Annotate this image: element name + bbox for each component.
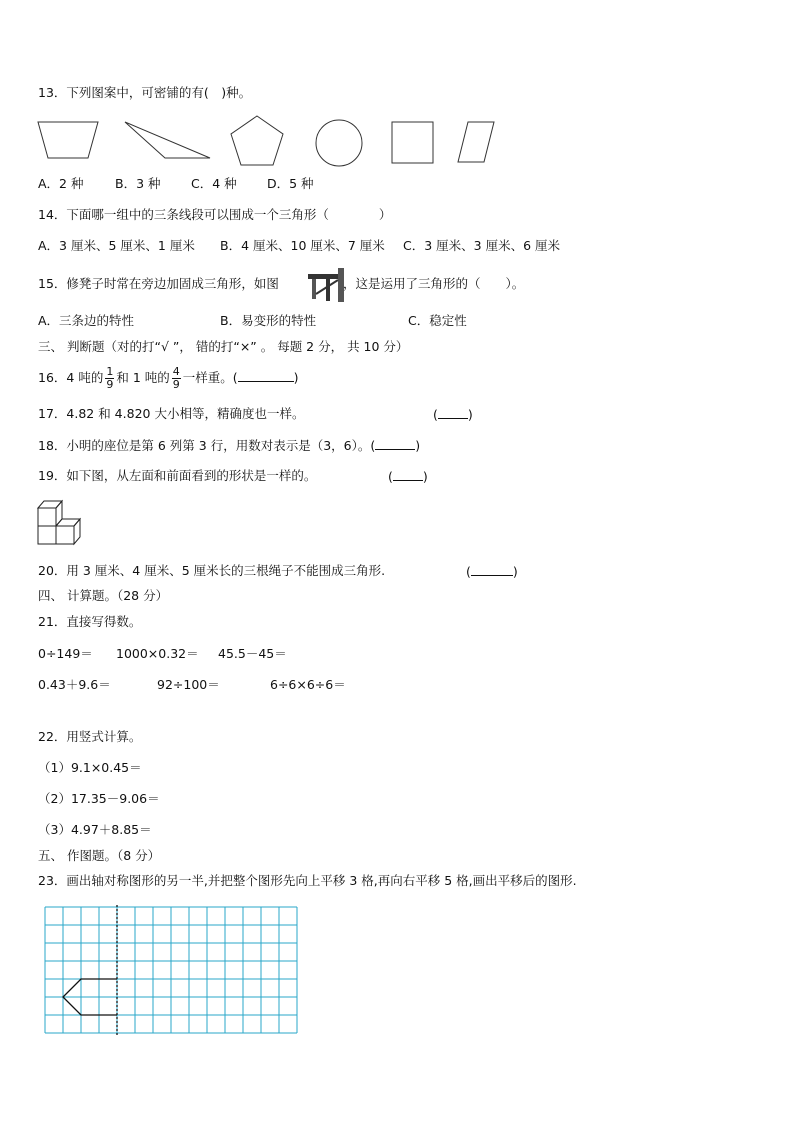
answer-blank[interactable] <box>238 369 294 382</box>
fraction-numerator: 1 <box>106 365 114 378</box>
fraction-one-ninth <box>105 366 114 391</box>
q14-option-c: C．3 厘米、3 厘米、6 厘米 <box>403 238 561 253</box>
fraction-numerator: 4 <box>172 365 180 378</box>
fraction-denominator: 9 <box>106 378 114 391</box>
question-21-stem: 21．直接写得数。 <box>38 614 142 629</box>
q16-part-c: 一样重。( <box>182 370 238 385</box>
question-22-stem: 22．用竖式计算。 <box>38 729 142 744</box>
q19-answer-paren[interactable]: ( ) <box>388 469 428 484</box>
cube-stack-figure <box>38 498 90 548</box>
q20-answer-paren[interactable]: ( ) <box>466 564 518 579</box>
q15-option-c: C．稳定性 <box>408 313 467 328</box>
q13-option-b: B．3 种 <box>115 176 161 191</box>
q15-option-b: B．易变形的特性 <box>220 313 317 328</box>
square-shape <box>392 122 433 163</box>
question-16: 16．4 吨的 $\frac{1}{9}$ 和 1 吨的 $\frac{4}{9}$ 一样重。( ) <box>38 365 299 391</box>
trapezoid-shape <box>38 122 98 158</box>
question-18: 18．小明的座位是第 6 列第 3 行，用数对表示是（3，6）。( ) <box>38 438 421 453</box>
q18-text: 18．小明的座位是第 6 列第 3 行，用数对表示是（3，6）。( <box>38 438 376 453</box>
section-4-heading: 四、 计算题。（28 分） <box>38 588 169 603</box>
q14-option-b: B．4 厘米、10 厘米、7 厘米 <box>220 238 385 253</box>
parallelogram-shape <box>458 122 494 162</box>
question-17: 17．4.82 和 4.820 大小相等，精确度也一样。 <box>38 406 305 421</box>
question-15-stem-a: 15．修凳子时常在旁边加固成三角形，如图 <box>38 276 279 291</box>
fraction-four-ninths <box>172 366 181 391</box>
pentagon-shape <box>231 116 283 165</box>
drawing-grid[interactable] <box>45 907 299 1035</box>
q17-answer-paren[interactable]: ( ) <box>433 407 473 422</box>
question-13-stem: 13．下列图案中，可密铺的有( )种。 <box>38 85 252 100</box>
answer-blank[interactable] <box>438 406 468 419</box>
question-23: 23．画出轴对称图形的另一半,并把整个图形先向上平移 3 格,再向右平移 5 格,画出平移后的图形. <box>38 873 577 888</box>
calc-item: 6÷6×6÷6＝ <box>270 677 346 692</box>
q13-option-c: C．4 种 <box>191 176 237 191</box>
question-20: 20．用 3 厘米、4 厘米、5 厘米长的三根绳子不能围成三角形. <box>38 563 386 578</box>
q13-option-a: A．2 种 <box>38 176 84 191</box>
fraction-denominator: 9 <box>172 378 180 391</box>
answer-blank[interactable] <box>375 437 415 450</box>
calc-item: 92÷100＝ <box>157 677 220 692</box>
q16-part-b: 和 1 吨的 <box>116 370 170 385</box>
circle-shape <box>316 120 362 166</box>
question-15-stem-b: ，这是运用了三角形的（ ）。 <box>343 276 525 291</box>
calc-item: 1000×0.32＝ <box>116 646 199 661</box>
q15-option-a: A．三条边的特性 <box>38 313 135 328</box>
question-19: 19．如下图，从左面和前面看到的形状是一样的。 <box>38 468 317 483</box>
calc-item: 45.5－45＝ <box>218 646 287 661</box>
calc-item: 0÷149＝ <box>38 646 93 661</box>
section-5-heading: 五、 作图题。（8 分） <box>38 848 161 863</box>
stool-icon <box>306 268 348 302</box>
triangle-shape <box>125 122 210 158</box>
q13-option-d: D．5 种 <box>267 176 314 191</box>
answer-blank[interactable] <box>471 563 513 576</box>
q14-option-a: A．3 厘米、5 厘米、1 厘米 <box>38 238 195 253</box>
answer-blank[interactable] <box>393 468 423 481</box>
vertical-calc-item: （1）9.1×0.45＝ <box>38 760 142 775</box>
vertical-calc-item: （2）17.35－9.06＝ <box>38 791 160 806</box>
q16-part-a: 16．4 吨的 <box>38 370 104 385</box>
question-14-stem: 14．下面哪一组中的三条线段可以围成一个三角形（ ） <box>38 207 392 222</box>
vertical-calc-item: （3）4.97＋8.85＝ <box>38 822 152 837</box>
section-3-heading: 三、 判断题（对的打“√ ”， 错的打“×” 。 每题 2 分， 共 10 分） <box>38 339 409 354</box>
calc-item: 0.43＋9.6＝ <box>38 677 111 692</box>
shapes-figure <box>0 0 794 200</box>
